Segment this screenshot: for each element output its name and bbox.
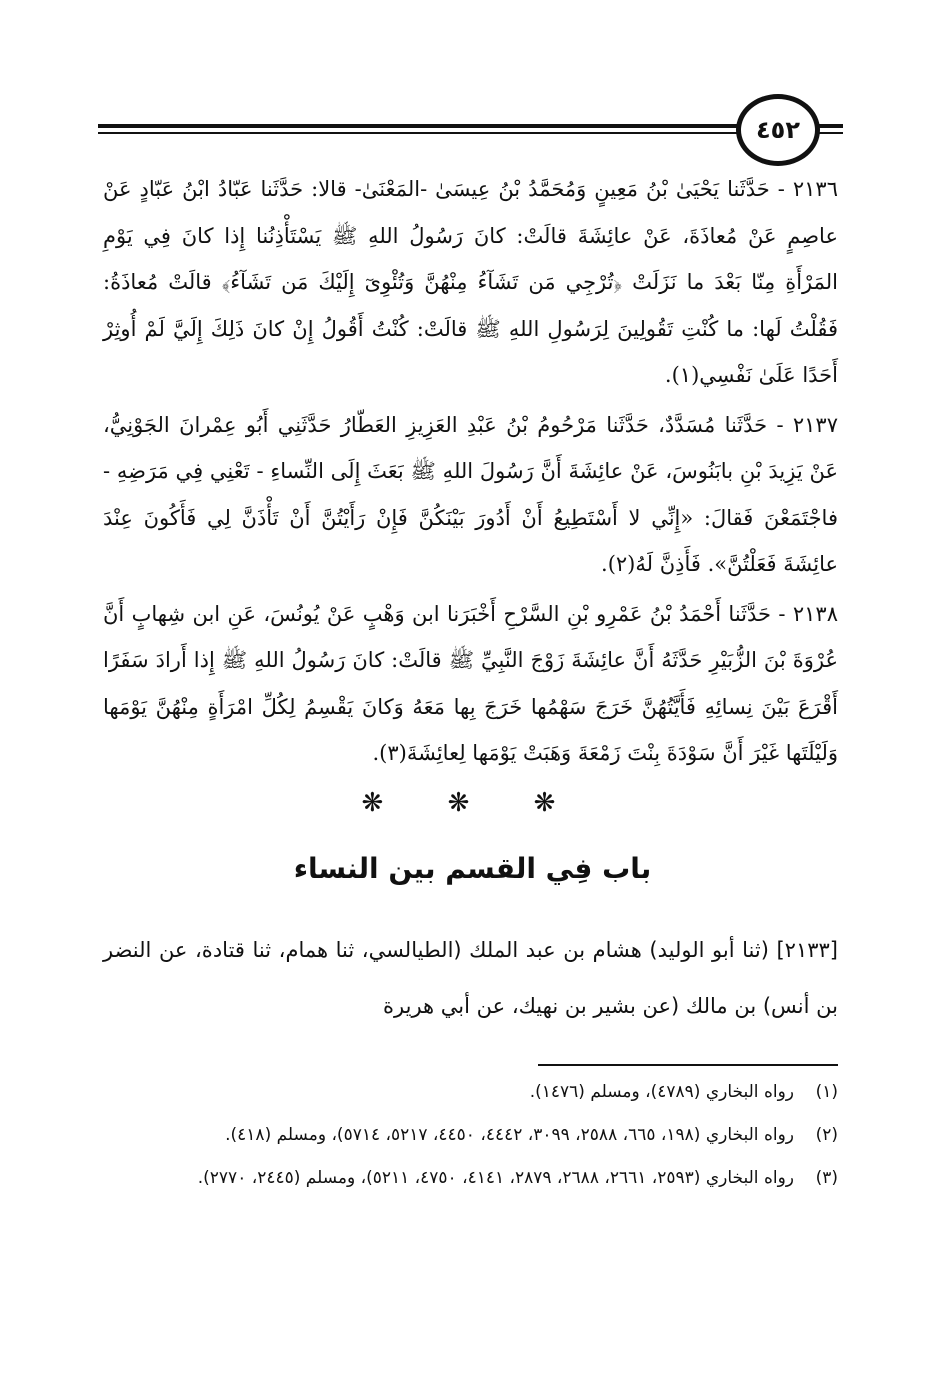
- footnote-text: رواه البخاري (٢٥٩٣، ٢٦٦١، ٢٦٨٨، ٢٨٧٩، ٤١٤١، ٤٧٥٠، ٥٢١١)، ومسلم (٢٤٤٥، ٢٧٧٠).: [197, 1168, 794, 1188]
- section-separator: ❋ ❋ ❋: [361, 788, 584, 818]
- footnotes: [103, 1074, 838, 1203]
- commentary-text: [٢١٣٣] (ثنا أبو الوليد) هشام بن عبد الملك (الطيالسي، ثنا همام، ثنا قتادة، عن النضر بن أنس) بن مالك (عن بشير بن نهيك، عن أبي هريرة: [103, 938, 838, 1018]
- footnote-item: [103, 1074, 838, 1111]
- header-rule-thick: [98, 124, 738, 128]
- hadith-2137: ٢١٣٧ - حَدَّثَنا مُسَدَّدٌ، حَدَّثَنا مَرْحُومُ بْنُ عَبْدِ العَزِيزِ العَطّارُ حَدَّثَنِي أَبُو عِمْرانَ الجَوْنِيُّ، عَنْ يَزِيدَ بْنِ بابَنُوسَ، عَنْ عائِشَةَ أَنَّ رَسُولَ اللهِ ﷺ بَعَثَ إِلَى النِّساءِ - تَعْنِي فِي مَرَضِهِ - فاجْتَمَعْنَ فَقالَ: «إِنِّي لا أَسْتَطِيعُ أَنْ أَدُورَ بَيْنَكُنَّ فَإِنْ رَأَيْتُنَّ أَنْ تَأْذَنَّ لِي فَأَكُونَ عِنْدَ عائِشَةَ فَعَلْتُنَّ». فَأَذِنَّ لَهُ(٢).: [103, 412, 838, 576]
- footnote-number: (٢): [815, 1125, 838, 1145]
- footnote-text: رواه البخاري (٤٧٨٩)، ومسلم (١٤٧٦).: [529, 1082, 794, 1102]
- hadith-text-block: [103, 166, 838, 777]
- page-number: ٤٥٢: [736, 94, 820, 166]
- footnote-item: [103, 1160, 838, 1197]
- header-rule-thin: [98, 132, 738, 134]
- header-rule-right-thick: [816, 124, 843, 128]
- footnote-item: [103, 1117, 838, 1154]
- footnote-text: رواه البخاري (١٩٨، ٦٦٥، ٢٥٨٨، ٣٠٩٩، ٤٤٤٢، ٤٤٥٠، ٥٢١٧، ٥٧١٤)، ومسلم (٤١٨).: [225, 1125, 794, 1145]
- footnote-number: (١): [815, 1082, 838, 1102]
- footnote-divider: [538, 1064, 838, 1066]
- hadith-2136: ٢١٣٦ - حَدَّثَنا يَحْيَىٰ بْنُ مَعِينٍ وَمُحَمَّدُ بْنُ عِيسَىٰ -المَعْنَىٰ- قالا: حَدَّثَنا عَبّادُ ابْنُ عَبّادٍ عَنْ عاصِمٍ عَنْ مُعاذَةَ، عَنْ عائِشَةَ قالَتْ: كانَ رَسُولُ اللهِ ﷺ يَسْتَأْذِنُنا إِذا كانَ فِي يَوْمِ المَرْأَةِ مِنّا بَعْدَ ما نَزَلَتْ ﴿تُرْجِي مَن تَشَآءُ مِنْهُنَّ وَتُئْوِىٓ إِلَيْكَ مَن تَشَآءُ﴾ قالَتْ مُعاذَةُ: فَقُلْتُ لَها: ما كُنْتِ تَقُولِينَ لِرَسُولِ اللهِ ﷺ قالَتْ: كُنْتُ أَقُولُ إِنْ كانَ ذَلِكَ إِلَيَّ لَمْ أُوثِرْ أَحَدًا عَلَىٰ نَفْسِي(١).: [103, 177, 838, 387]
- footnote-number: (٣): [815, 1168, 838, 1188]
- page-header: [98, 88, 843, 164]
- hadith-2138: ٢١٣٨ - حَدَّثَنا أَحْمَدُ بْنُ عَمْرِو بْنِ السَّرْحِ أَخْبَرَنا ابن وَهْبٍ عَنْ يُونُسَ، عَنِ ابن شِهابٍ أَنَّ عُرْوَةَ بْنَ الزُّبَيْرِ حَدَّثَهُ أَنَّ عائِشَةَ زَوْجَ النَّبِيِّ ﷺ قالَتْ: كانَ رَسُولُ اللهِ ﷺ إِذا أَرادَ سَفَرًا أَقْرَعَ بَيْنَ نِسائِهِ فَأَيَّتُهُنَّ خَرَجَ سَهْمُها خَرَجَ بِها مَعَهُ وَكانَ يَقْسِمُ لِكُلِّ امْرَأَةٍ مِنْهُنَّ يَوْمَها وَلَيْلَتَها غَيْرَ أَنَّ سَوْدَةَ بِنْتَ زَمْعَةَ وَهَبَتْ يَوْمَها لِعائِشَةَ(٣).: [103, 601, 838, 765]
- chapter-title: باب فِي القسم بين النساء: [293, 852, 652, 885]
- header-rule-right-thin: [816, 132, 843, 134]
